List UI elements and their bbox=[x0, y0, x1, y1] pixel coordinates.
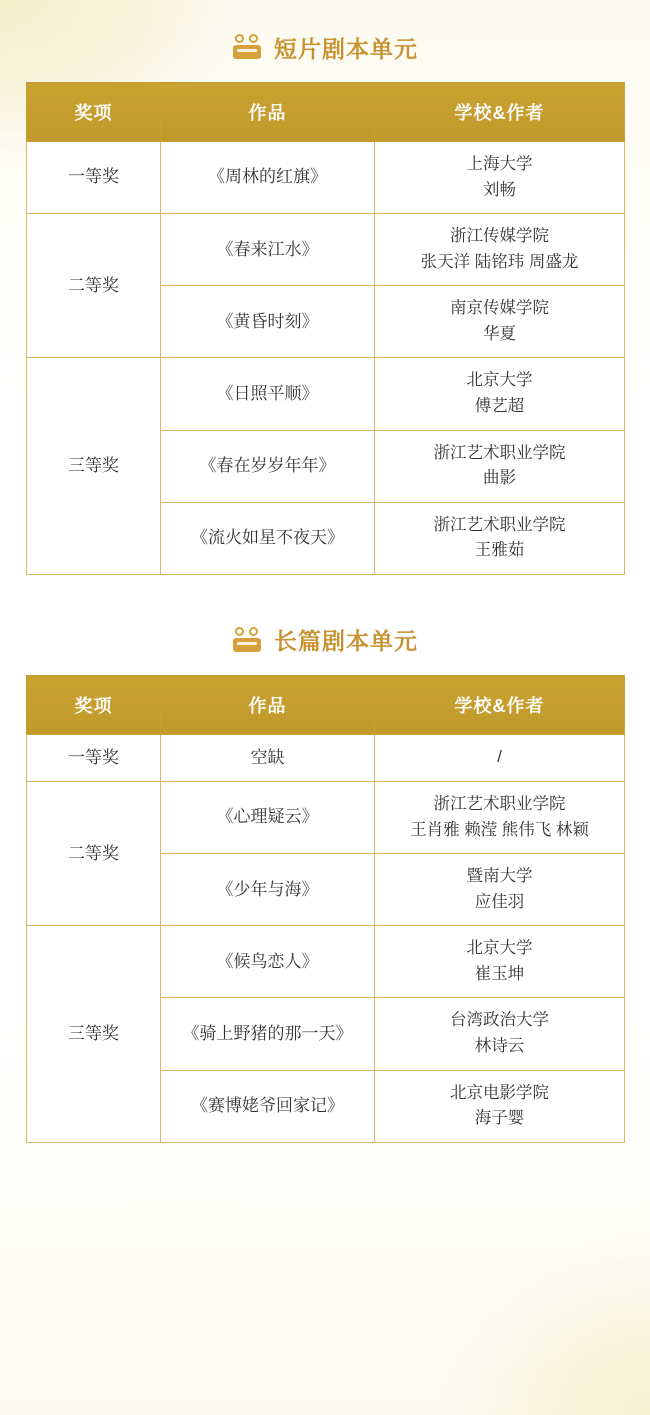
cell-prize: 一等奖 bbox=[27, 142, 161, 214]
table-header-row bbox=[27, 83, 625, 142]
cell-author bbox=[375, 782, 625, 854]
cell-author bbox=[375, 998, 625, 1070]
cell-work: 《黄昏时刻》 bbox=[161, 286, 375, 358]
author-line: 上海大学 bbox=[466, 155, 533, 173]
cell-work: 《赛博姥爷回家记》 bbox=[161, 1070, 375, 1142]
table-row bbox=[27, 142, 625, 214]
author-line: 南京传媒学院 bbox=[450, 299, 549, 318]
table-row bbox=[27, 782, 625, 854]
author-line: 曲影 bbox=[483, 469, 516, 488]
cell-work: 《少年与海》 bbox=[161, 854, 375, 926]
cell-work: 《流火如星不夜天》 bbox=[161, 502, 375, 574]
cell-work: 空缺 bbox=[161, 734, 375, 781]
author-line: 浙江艺术职业学院 bbox=[433, 795, 566, 814]
author-line: 北京大学 bbox=[466, 939, 533, 958]
clapperboard-icon bbox=[232, 627, 262, 653]
cell-prize: 三等奖 bbox=[27, 358, 161, 574]
section-header bbox=[26, 2, 624, 82]
column-header-author: 学校&作者 bbox=[375, 83, 625, 142]
author-line: 崔玉坤 bbox=[474, 964, 525, 983]
column-header-author: 学校&作者 bbox=[375, 675, 625, 734]
cell-prize: 一等奖 bbox=[27, 734, 161, 781]
author-line: 刘畅 bbox=[483, 180, 516, 199]
section-feature-script bbox=[26, 575, 624, 1143]
cell-work: 《候鸟恋人》 bbox=[161, 926, 375, 998]
author-line: 浙江传媒学院 bbox=[450, 227, 549, 246]
column-header-prize: 奖项 bbox=[27, 83, 161, 142]
cell-work: 《春来江水》 bbox=[161, 214, 375, 286]
column-header-prize: 奖项 bbox=[27, 675, 161, 734]
section-title: 长篇剧本单元 bbox=[274, 628, 418, 655]
author-line: 林诗云 bbox=[474, 1037, 525, 1056]
author-line: 北京电影学院 bbox=[450, 1083, 549, 1102]
table-row bbox=[27, 358, 625, 430]
cell-author bbox=[375, 286, 625, 358]
author-line: 张天洋 陆铭玮 周盛龙 bbox=[420, 252, 579, 271]
author-line: 暨南大学 bbox=[466, 867, 533, 886]
cell-author bbox=[375, 358, 625, 430]
author-line: / bbox=[497, 748, 502, 767]
author-line: 应佳羽 bbox=[474, 892, 525, 911]
table-header-row bbox=[27, 675, 625, 734]
column-header-work: 作品 bbox=[161, 83, 375, 142]
cell-work: 《日照平顺》 bbox=[161, 358, 375, 430]
author-line: 王雅茹 bbox=[474, 541, 525, 560]
cell-author bbox=[375, 1070, 625, 1142]
author-line: 北京大学 bbox=[466, 371, 533, 390]
author-line: 华夏 bbox=[483, 324, 516, 343]
cell-prize: 三等奖 bbox=[27, 926, 161, 1142]
author-line: 台湾政治大学 bbox=[450, 1011, 549, 1030]
table-row bbox=[27, 214, 625, 286]
clapperboard-icon bbox=[232, 34, 262, 60]
author-line: 浙江艺术职业学院 bbox=[433, 515, 566, 534]
author-line: 傅艺超 bbox=[474, 396, 525, 415]
table-row bbox=[27, 926, 625, 998]
section-short-script bbox=[26, 0, 624, 575]
cell-work: 《心理疑云》 bbox=[161, 782, 375, 854]
bottom-spacer bbox=[26, 1143, 624, 1183]
cell-author bbox=[375, 502, 625, 574]
cell-author bbox=[375, 142, 625, 214]
award-table-short-script bbox=[26, 82, 625, 575]
cell-author bbox=[375, 926, 625, 998]
cell-work: 《骑上野猪的那一天》 bbox=[161, 998, 375, 1070]
cell-work: 《周林的红旗》 bbox=[161, 142, 375, 214]
author-line: 浙江艺术职业学院 bbox=[433, 443, 566, 462]
cell-author bbox=[375, 430, 625, 502]
author-line: 海子婴 bbox=[474, 1109, 525, 1128]
cell-prize: 二等奖 bbox=[27, 214, 161, 358]
section-title: 短片剧本单元 bbox=[274, 35, 418, 62]
cell-prize: 二等奖 bbox=[27, 782, 161, 926]
cell-work: 《春在岁岁年年》 bbox=[161, 430, 375, 502]
cell-author bbox=[375, 854, 625, 926]
award-table-feature-script bbox=[26, 675, 625, 1143]
column-header-work: 作品 bbox=[161, 675, 375, 734]
section-header bbox=[26, 577, 624, 675]
cell-author bbox=[375, 734, 625, 781]
author-line: 王肖雅 赖滢 熊伟飞 林颖 bbox=[410, 820, 589, 839]
cell-author bbox=[375, 214, 625, 286]
table-row bbox=[27, 734, 625, 781]
